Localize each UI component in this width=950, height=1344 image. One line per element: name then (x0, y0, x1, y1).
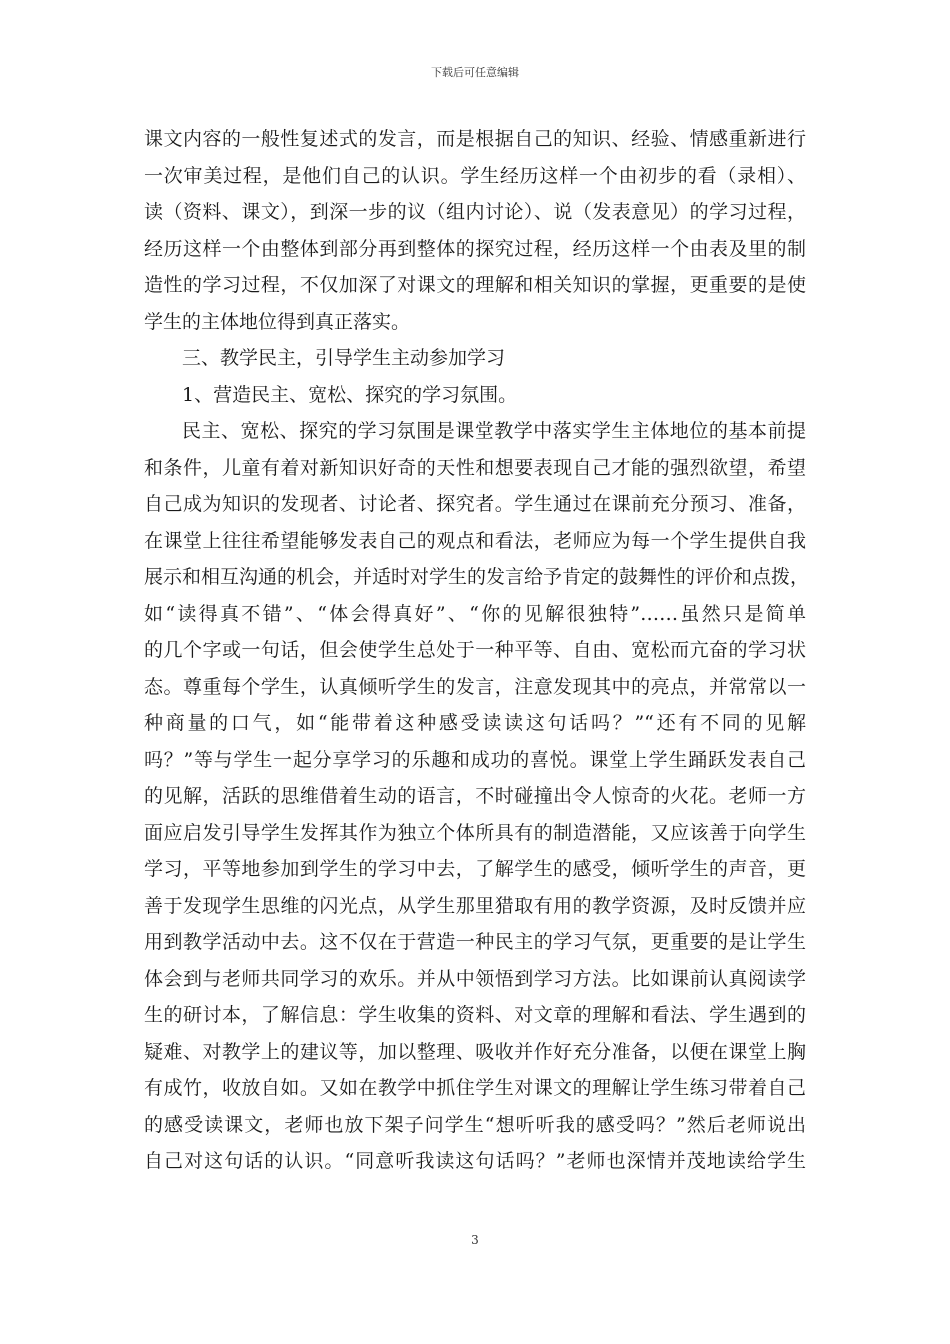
text-line: 学习，平等地参加到学生的学习中去，了解学生的感受，倾听学生的声音，更 (144, 858, 806, 880)
page-number: 3 (471, 1233, 479, 1247)
text-line: 造性的学习过程，不仅加深了对课文的理解和相关知识的掌握，更重要的是使 (144, 274, 806, 296)
text-line: 的感受读课文，老师也放下架子问学生“想听听我的感受吗？”然后老师说出 (144, 1113, 806, 1136)
text-line: 体会到与老师共同学习的欢乐。并从中领悟到学习方法。比如课前认真阅读学 (144, 967, 806, 990)
text-line: 课文内容的一般性复述式的发言，而是根据自己的知识、经验、情感重新进行 (144, 128, 806, 150)
text-line: 的见解，活跃的思维借着生动的语言，不时碰撞出令人惊奇的火花。老师一方 (144, 785, 806, 807)
section-heading: 三、教学民主，引导学生主动参加学习 (182, 347, 506, 369)
text-line: 经历这样一个由整体到部分再到整体的探究过程，经历这样一个由表及里的制 (144, 237, 806, 260)
text-line: 一次审美过程，是他们自己的认识。学生经历这样一个由初步的看（录相）、 (144, 164, 806, 187)
text-line: 自己对这句话的认识。“同意听我读这句话吗？”老师也深情并茂地读给学生 (144, 1150, 806, 1172)
text-line: 疑难、对教学上的建议等，加以整理、吸收并作好充分准备，以便在课堂上胸 (144, 1040, 806, 1063)
text-line: 态。尊重每个学生，认真倾听学生的发言，注意发现其中的亮点，并常常以一 (144, 675, 806, 698)
text-line: 有成竹，收放自如。又如在教学中抓住学生对课文的理解让学生练习带着自己 (144, 1077, 806, 1099)
text-line: 学生的主体地位得到真正落实。 (144, 310, 411, 333)
text-line: 用到教学活动中去。这不仅在于营造一种民主的学习气氛，更重要的是让学生 (144, 931, 806, 953)
text-line: 生的研讨本，了解信息：学生收集的资料、对文章的理解和看法、学生遇到的 (144, 1004, 806, 1026)
text-line: 如“读得真不错”、“体会得真好”、“你的见解很独特”……虽然只是简单 (144, 602, 806, 625)
text-line: 吗？”等与学生一起分享学习的乐趣和成功的喜悦。课堂上学生踊跃发表自己 (144, 748, 806, 771)
text-line: 在课堂上往往希望能够发表自己的观点和看法，老师应为每一个学生提供自我 (144, 529, 806, 552)
text-line: 种商量的口气，如“能带着这种感受读读这句话吗？”“还有不同的见解 (144, 712, 806, 734)
text-line: 民主、宽松、探究的学习氛围是课堂教学中落实学生主体地位的基本前提 (182, 420, 806, 442)
document-body (144, 121, 810, 1180)
text-line: 自己成为知识的发现者、讨论者、探究者。学生通过在课前充分预习、准备， (144, 493, 806, 515)
subsection-heading: 1、营造民主、宽松、探究的学习氛围。 (182, 383, 518, 406)
text-line: 面应启发引导学生发挥其作为独立个体所具有的制造潜能，又应该善于向学生 (144, 821, 806, 844)
text-line: 善于发现学生思维的闪光点，从学生那里猎取有用的教学资源，及时反馈并应 (144, 894, 806, 917)
text-line: 和条件，儿童有着对新知识好奇的天性和想要表现自己才能的强烈欲望，希望 (144, 456, 806, 479)
text-line: 的几个字或一句话，但会使学生总处于一种平等、自由、宽松而亢奋的学习状 (144, 639, 806, 661)
text-line: 展示和相互沟通的机会，并适时对学生的发言给予肯定的鼓舞性的评价和点拨， (144, 566, 810, 588)
text-line: 读（资料、课文），到深一步的议（组内讨论）、说（发表意见）的学习过程， (144, 201, 806, 223)
page-header: 下载后可任意编辑 (431, 66, 519, 79)
